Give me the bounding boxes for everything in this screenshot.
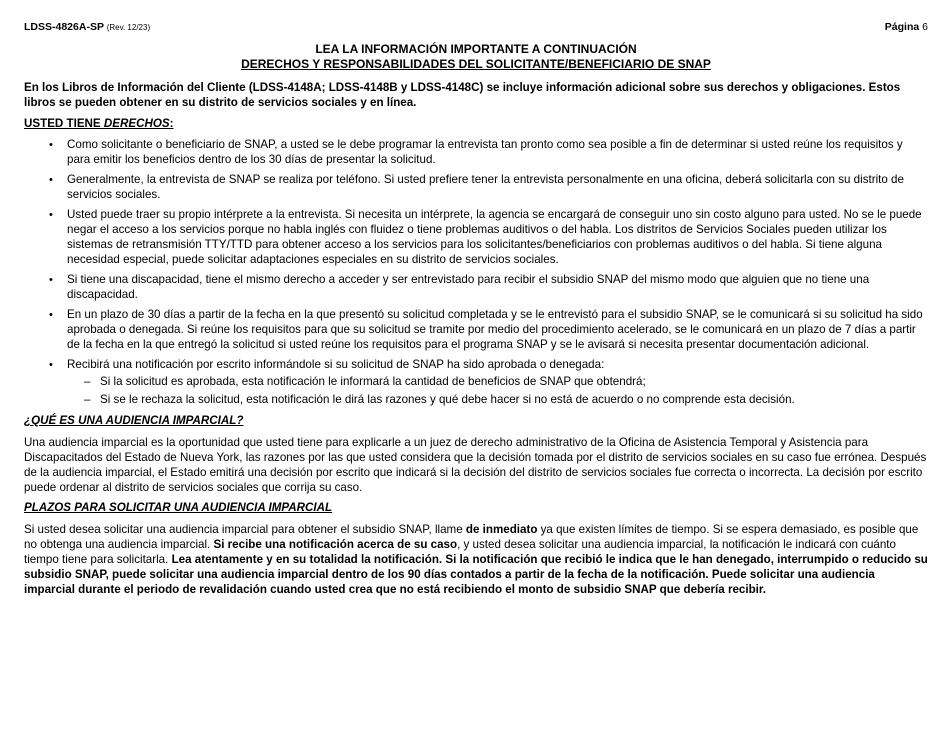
sub-list-item-text: Si se le rechaza la solicitud, esta notificación le dirá las razones y qué debe hacer si no está de acuerdo o no comprende esta decisión. <box>100 393 795 406</box>
list-item-text: En un plazo de 30 días a partir de la fecha en la que presentó su solicitud completada y se le entrevistó para el subsidio SNAP, se le comunicará si su solicitud ha sido aprobada o denegada. Si reúne los requisitos para que su solicitud se tramite por medio del procedimiento acelerado, se le comunicará en un plazo de 7 días a partir de la fecha en la que entregó la solicitud si usted reúne los requisitos para el programa SNAP y se le avisará si necesita presentar documentación adicional. <box>67 308 923 351</box>
rights-heading-italic: DERECHOS <box>103 117 170 130</box>
list-item-text: Si tiene una discapacidad, tiene el mismo derecho a acceder y ser entrevistado para recibir el subsidio SNAP del mismo modo que alguien que no tiene una discapacidad. <box>67 273 870 301</box>
intro-paragraph: En los Libros de Información del Cliente (LDSS-4148A; LDSS-4148B y LDSS-4148C) se incluye información adicional sobre sus derechos y obligaciones. Estos libros se pueden obtener en su distrito de servicios sociales y en línea. <box>24 81 901 109</box>
list-item-text: Generalmente, la entrevista de SNAP se realiza por teléfono. Si usted prefiere tener la entrevista personalmente en una oficina, deberá solicitarla con su distrito de servicios sociales. <box>67 173 904 201</box>
bullet-icon: • <box>49 139 53 151</box>
sub-list-item-text: Si la solicitud es aprobada, esta notificación le informará la cantidad de beneficios de SNAP que obtendrá; <box>100 375 646 388</box>
document-page <box>24 0 928 597</box>
list-item <box>24 307 928 352</box>
hearing-paragraph: Una audiencia imparcial es la oportunidad que usted tiene para explicarle a un juez de derecho administrativo de la Oficina de Asistencia Temporal y Asistencia para Discapacitados del Estado de Nueva York, las razones por las que usted considera que la decisión tomada por el distrito de servicios sociales en su caso fue errónea. Después de la audiencia imparcial, el Estado emitirá una decisión por escrito que indicará si la decisión del distrito de servicios sociales fue correcta o incorrecta. La decisión por escrito puede ordenar al distrito de servicios sociales que corrija su caso. <box>24 436 927 494</box>
page-title <box>24 42 928 72</box>
deadlines-bold-3: Lea atentamente y en su totalidad la notificación. Si la notificación que recibió le indica que le han denegado, interrumpido o reducido su subsidio SNAP, puede solicitar una audiencia imparcial dentro de los 90 días contados a partir de la fecha de la notificación. Puede solicitar una audiencia imparcial durante el periodo de revalidación cuando usted crea que no está recibiendo el monto de subsidio SNAP que debería recibir. <box>24 553 928 596</box>
deadlines-bold-2: Si recibe una notificación acerca de su caso <box>213 538 458 551</box>
list-item <box>24 137 928 167</box>
page-number <box>885 20 928 35</box>
bullet-icon: • <box>49 209 53 221</box>
page-number-value: 6 <box>922 21 928 33</box>
hearing-heading: ¿QUÉ ES UNA AUDIENCIA IMPARCIAL? <box>24 414 244 427</box>
list-item <box>24 272 928 302</box>
deadlines-text-1: Si usted desea solicitar una audiencia imparcial para obtener el subsidio SNAP, llame <box>24 523 466 536</box>
deadlines-text-3: , y usted desea solicitar una audiencia imparcial, la notificación le indicará con cuánto tiempo tiene para solicitarla. <box>24 538 896 566</box>
rights-heading <box>24 116 928 131</box>
title-line-2: DERECHOS Y RESPONSABILIDADES DEL SOLICITANTE/BENEFICIARIO DE SNAP <box>241 57 711 71</box>
dash-icon: – <box>84 393 91 406</box>
list-item-text: Usted puede traer su propio intérprete a la entrevista. Si necesita un intérprete, la agencia se encargará de conseguir uno sin costo alguno para usted. No se le puede negar el acceso a los servicios porque no habla inglés con fluidez o tiene problemas auditivos o del habla. Los distritos de Servicios Sociales pueden utilizar los sistemas de retransmisión TTY/TTD para obtener acceso a los servicios para los solicitantes/beneficiarios con problemas auditivos o del habla. Si tiene alguna necesidad especial, puede solicitar adaptaciones especiales en su distrito de servicios sociales. <box>67 208 922 266</box>
notification-sublist <box>67 374 928 407</box>
bullet-icon: • <box>49 274 53 286</box>
bullet-icon: • <box>49 174 53 186</box>
dash-icon: – <box>84 375 91 388</box>
list-item <box>24 172 928 202</box>
list-item-text: Como solicitante o beneficiario de SNAP, a usted se le debe programar la entrevista tan pronto como sea posible a fin de determinar si usted reúne los requisitos y para emitir los beneficios dentro de los 30 días de presentar la solicitud. <box>67 138 903 166</box>
sub-list-item <box>67 374 928 389</box>
list-item-text: Recibirá una notificación por escrito informándole si su solicitud de SNAP ha sido aprobada o denegada: <box>67 358 605 371</box>
sub-list-item <box>67 392 928 407</box>
page-label: Página <box>884 21 920 33</box>
page-header <box>24 20 928 40</box>
title-line-1: LEA LA INFORMACIÓN IMPORTANTE A CONTINUACIÓN <box>315 42 637 56</box>
form-id <box>24 20 150 35</box>
rights-heading-prefix: USTED TIENE <box>24 117 104 130</box>
bullet-icon: • <box>49 309 53 321</box>
form-number: LDSS-4826A-SP <box>24 21 104 33</box>
list-item <box>24 207 928 267</box>
form-revision: (Rev. 12/23) <box>106 23 151 32</box>
deadlines-text-2: ya que existen límites de tiempo. Si se espera demasiado, es posible que no obtenga una audiencia imparcial. <box>24 523 919 551</box>
list-item <box>24 357 928 407</box>
deadlines-paragraph <box>24 522 928 597</box>
deadlines-bold-1: de inmediato <box>465 523 538 536</box>
rights-list <box>24 137 928 407</box>
bullet-icon: • <box>49 359 53 371</box>
rights-heading-suffix: : <box>169 117 174 130</box>
deadlines-heading: PLAZOS PARA SOLICITAR UNA AUDIENCIA IMPARCIAL <box>24 501 333 514</box>
